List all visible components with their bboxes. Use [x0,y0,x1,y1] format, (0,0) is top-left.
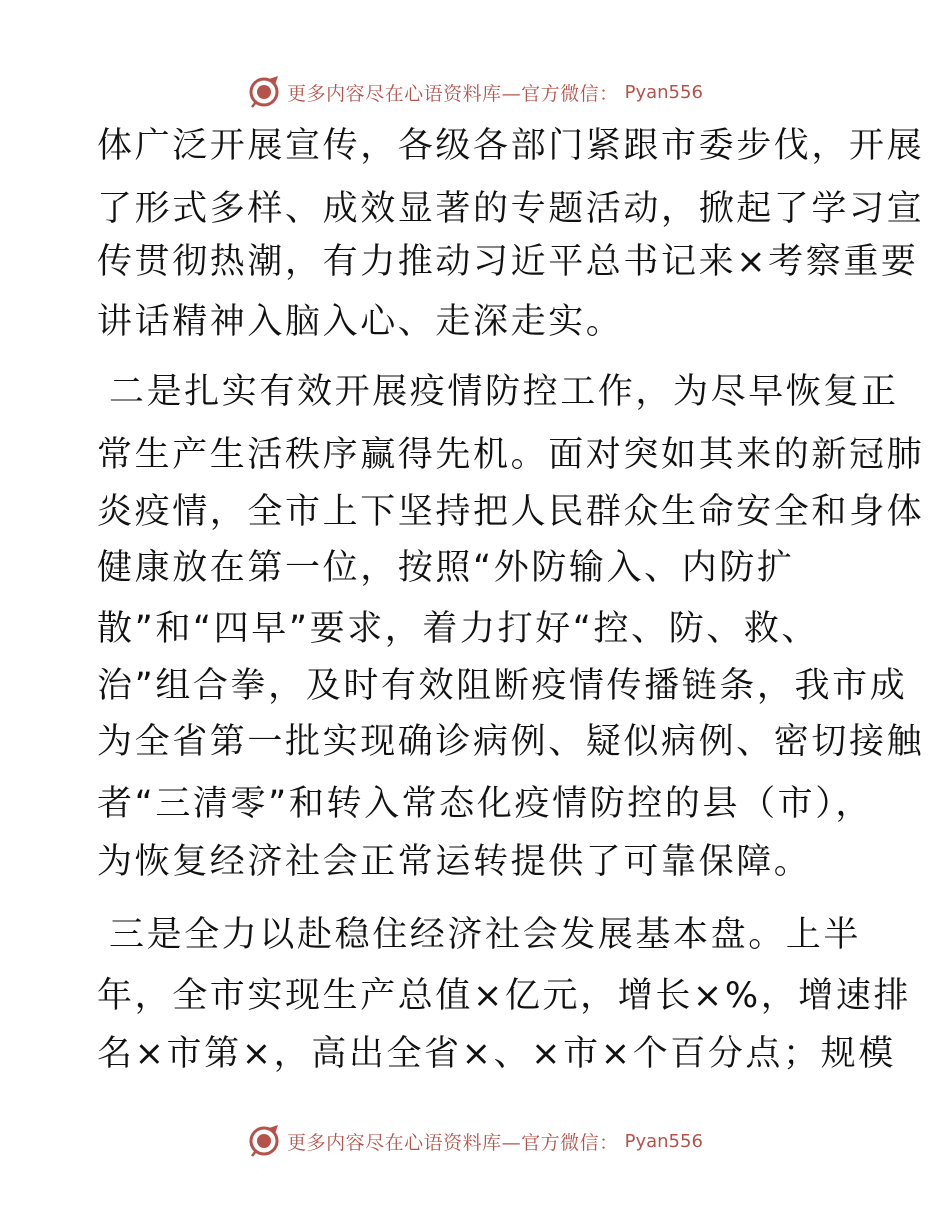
text-line: 治”组合拳，及时有效阻断疫情传播链条，我市成 [97,666,908,706]
text-line: 二是扎实有效开展疫情防控工作，为尽早恢复正 [109,372,899,412]
watermark-contact: Pyan556 [624,81,703,103]
watermark-text: 更多内容尽在心语资料库—官方微信： [287,82,619,105]
header-watermark [0,72,950,112]
text-line: 为全省第一批实现确诊病例、疑似病例、密切接触 [97,722,925,762]
text-line: 健康放在第一位，按照“外防输入、内防扩 [97,548,795,588]
text-line: 体广泛开展宣传，各级各部门紧跟市委步伐，开展 [97,126,925,166]
text-line: 了形式多样、成效显著的专题活动，掀起了学习宣 [97,189,925,229]
watermark-text: 更多内容尽在心语资料库—官方微信： [287,1131,619,1154]
pen-logo-icon [247,75,281,109]
text-line: 者“三清零”和转入常态化疫情防控的县（市）， [97,784,873,824]
text-line: 名×市第×，高出全省×、×市×个百分点；规模 [97,1034,896,1074]
watermark-contact: Pyan556 [624,1130,703,1152]
footer-watermark [0,1121,950,1161]
text-line: 讲话精神入脑入心、走深走实。 [97,302,624,342]
text-line: 年，全市实现生产总值×亿元，增长×%，增速排 [97,976,912,1016]
text-line: 三是全力以赴稳住经济社会发展基本盘。上半 [109,915,862,955]
text-line: 常生产生活秩序赢得先机。面对突如其来的新冠肺 [97,435,925,475]
pen-logo-icon [247,1124,281,1158]
text-line: 传贯彻热潮，有力推动习近平总书记来×考察重要 [97,242,919,282]
text-line: 散”和“四早”要求，着力打好“控、防、救、 [97,609,820,649]
text-line: 炎疫情，全市上下坚持把人民群众生命安全和身体 [97,492,925,532]
text-line: 为恢复经济社会正常运转提供了可靠保障。 [97,842,812,882]
